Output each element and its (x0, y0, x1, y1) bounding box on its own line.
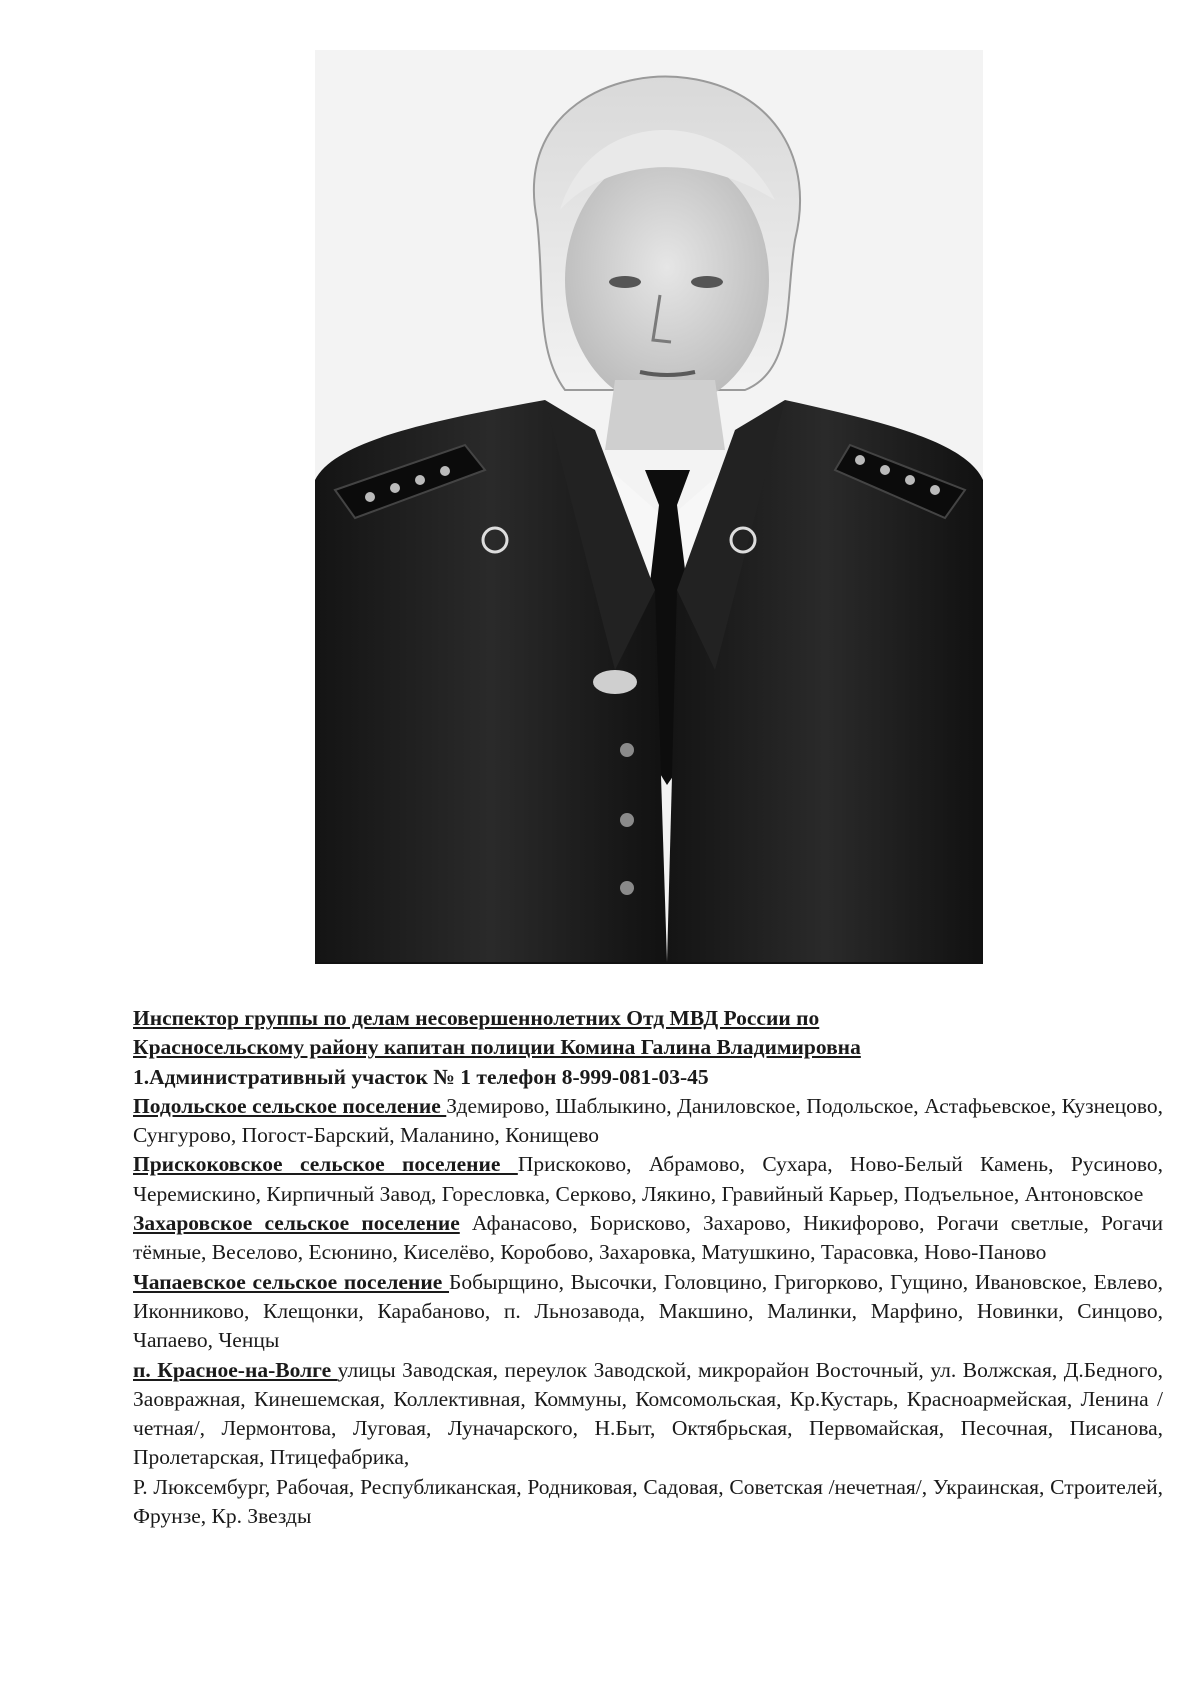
settlement-places: Здемирово, Шаблыкино, Даниловское, Подольское, Астафьевское, Кузнецово, Сунгурово, Погост-Барский, Маланино, Конищево (133, 1093, 1163, 1148)
settlement-section (133, 1209, 1163, 1268)
settlement-name: п. Красное-на-Волге (133, 1357, 338, 1382)
settlement-name: Прискоковское сельское поселение (133, 1152, 518, 1177)
settlement-section (133, 1356, 1163, 1473)
portrait-photo (315, 50, 983, 964)
inspector-info (133, 1004, 1163, 1531)
settlement-places: Афанасово, Борисково, Захарово, Никифорово, Рогачи светлые, Рогачи тёмные, Веселово, Есюнино, Киселёво, Коробово, Захаровка, Матушкино, Тарасовка, Ново-Паново (133, 1211, 1163, 1265)
settlement-section (133, 1150, 1163, 1209)
district-heading: 1.Административный участок № 1 телефон 8-999-081-03-45 (133, 1064, 709, 1089)
streets-continued: Р. Люксембург, Рабочая, Республиканская, Родниковая, Садовая, Советская /нечетная/, Украинская, Строителей, Фрунзе, Кр. Звезды (133, 1474, 1163, 1529)
page-title-line-1: Инспектор группы по делам несовершеннолетних Отд МВД России по (133, 1006, 820, 1030)
settlement-section (133, 1092, 1163, 1151)
page-title-line-2: Красносельскому району капитан полиции Комина Галина Владимировна (133, 1035, 861, 1060)
settlement-places: улицы Заводская, переулок Заводской, микрорайон Восточный, ул. Волжская, Д.Бедного, Заовражная, Кинешемская, Коллективная, Коммуны, Комсомольская, Кр.Кустарь, Красноармейская, Ленина /четная/, Лермонтова, Луговая, Луначарского, Н.Быт, Октябрьская, Первомайская, Песочная, Писанова, Пролетарская, Птицефабрика, (133, 1357, 1163, 1470)
settlement-name: Захаровское сельское поселение (133, 1211, 460, 1236)
settlement-name: Чапаевское сельское поселение (133, 1269, 450, 1294)
settlement-places: Бобырщино, Высочки, Головцино, Григорково, Гущино, Ивановское, Евлево, Иконниково, Клещонки, Карабаново, п. Льнозавода, Макшино, Малинки, Марфино, Новинки, Синцово, Чапаево, Ченцы (133, 1269, 1163, 1353)
portrait-icon (315, 50, 983, 962)
settlement-section (133, 1268, 1163, 1356)
settlement-places: Прискоково, Абрамово, Сухара, Ново-Белый Камень, Русиново, Черемискино, Кирпичный Завод, Горесловка, Серково, Лякино, Гравийный Карьер, Подъельное, Антоновское (133, 1152, 1163, 1206)
settlement-name: Подольское сельское поселение (133, 1093, 447, 1118)
